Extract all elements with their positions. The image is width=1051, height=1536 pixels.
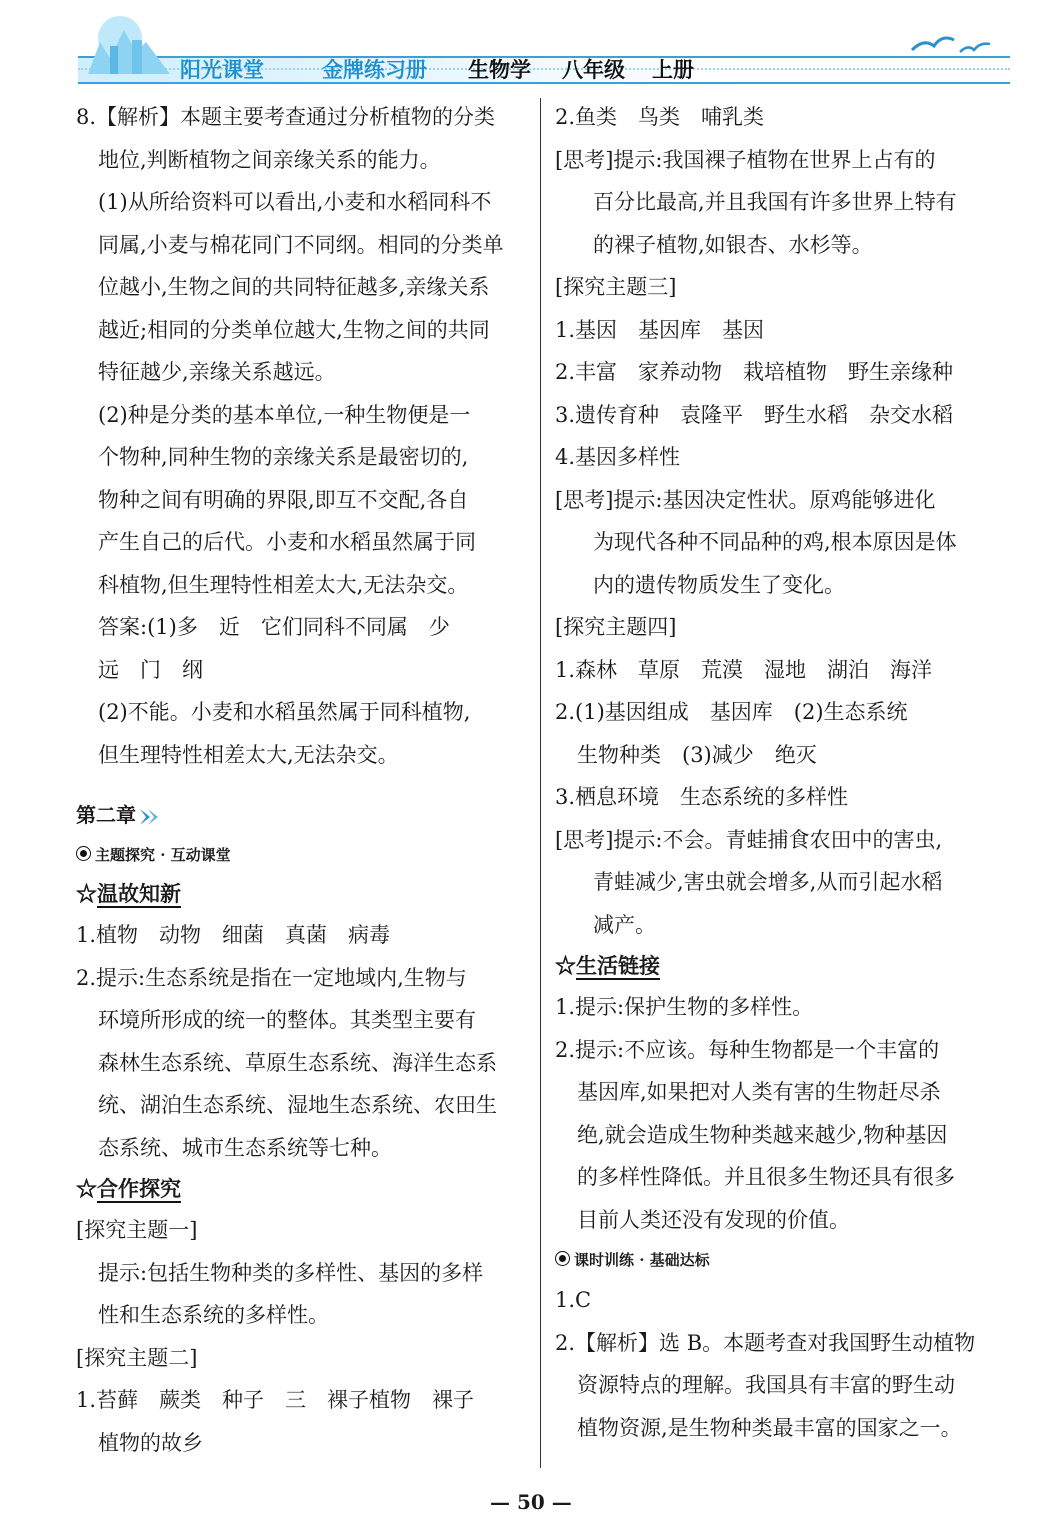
answer-line: 但生理特性相差太大,无法杂交。	[98, 742, 399, 767]
life-line: 的多样性降低。并且很多生物还具有很多	[577, 1165, 955, 1189]
subsection-heading: ☆合作探究	[76, 1176, 181, 1201]
q8-line: 个物种,同种生物的亲缘关系是最密切的,	[98, 445, 469, 469]
subsection-heading: ☆温故知新	[76, 881, 181, 906]
q8-line: 同属,小麦与棉花同门不同纲。相同的分类单	[98, 232, 504, 257]
life-line: 1.提示:保护生物的多样性。	[555, 995, 814, 1019]
series-name: 金牌练习册	[322, 58, 427, 82]
topic-line: 1.基因 基因库 基因	[555, 317, 765, 342]
life-line: 基因库,如果把对人类有害的生物赶尽杀	[577, 1080, 941, 1104]
volume: 上册	[652, 57, 694, 82]
section-heading: 课时训练 · 基础达标	[555, 1241, 1020, 1279]
left-column	[76, 96, 546, 1464]
drill-line: 资源特点的理解。我国具有丰富的野生动	[577, 1373, 955, 1397]
topic-line: 1.森林 草原 荒漠 湿地 湖泊 海洋	[555, 657, 933, 682]
subject: 生物学	[468, 57, 531, 82]
q8-line: 越近;相同的分类单位越大,生物之间的共同	[98, 317, 490, 342]
topic-line: [思考]提示:我国裸子植物在世界上占有的	[555, 147, 936, 172]
drill-line: 植物资源,是生物种类最丰富的国家之一。	[577, 1415, 962, 1440]
review-line: 1.植物 动物 细菌 真菌 病毒	[76, 923, 391, 947]
topic-line: 2.(1)基因组成 基因库 (2)生态系统	[555, 700, 908, 724]
page-number: — 50 —	[490, 1490, 572, 1514]
q8-line: (2)种是分类的基本单位,一种生物便是一	[98, 402, 471, 427]
grade: 八年级	[562, 57, 625, 82]
topic-line: 4.基因多样性	[555, 445, 681, 469]
topic-line: 生物种类 (3)减少 绝灭	[577, 742, 817, 767]
drill-line: 1.C	[555, 1288, 592, 1312]
page-header	[70, 38, 1010, 84]
topic-line: 内的遗传物质发生了变化。	[593, 572, 845, 597]
topic-heading: [探究主题二]	[76, 1345, 198, 1370]
q8-line: 特征越少,亲缘关系越远。	[98, 360, 336, 384]
star-icon: ☆	[76, 881, 97, 906]
q8-line: 产生自己的后代。小麦和水稻虽然属于同	[98, 530, 476, 554]
review-line: 2.提示:生态系统是指在一定地域内,生物与	[76, 965, 467, 990]
topic-line: 2.丰富 家养动物 栽培植物 野生亲缘种	[555, 360, 954, 384]
answer-line: (2)不能。小麦和水稻虽然属于同科植物,	[98, 700, 471, 724]
topic-line: 性和生态系统的多样性。	[98, 1303, 329, 1327]
topic-heading: [探究主题三]	[555, 275, 677, 299]
topic-line: [思考]提示:不会。青蛙捕食农田中的害虫,	[555, 827, 943, 852]
q8-line: 8.【解析】本题主要考查通过分析植物的分类	[76, 105, 496, 129]
drill-line: 2.【解析】选 B。本题考查对我国野生动植物	[555, 1330, 976, 1355]
section-icon	[76, 846, 91, 861]
star-icon: ☆	[555, 953, 576, 978]
q8-line: 科植物,但生理特性相差太大,无法杂交。	[98, 572, 469, 597]
topic-line: 提示:包括生物种类的多样性、基因的多样	[98, 1260, 484, 1285]
chapter-title	[76, 794, 546, 836]
review-line: 统、湖泊生态系统、湿地生态系统、农田生	[98, 1093, 497, 1117]
topic-line: [思考]提示:基因决定性状。原鸡能够进化	[555, 487, 936, 512]
right-column	[555, 96, 1020, 1449]
review-line: 环境所形成的统一的整体。其类型主要有	[98, 1008, 476, 1032]
birds-icon	[910, 30, 1000, 60]
life-line: 2.提示:不应该。每种生物都是一个丰富的	[555, 1037, 940, 1062]
topic-heading: [探究主题四]	[555, 615, 677, 639]
answer-line: 答案:(1)多 近 它们同科不同属 少	[98, 615, 450, 639]
q8-line: 物种之间有明确的界限,即互不交配,各自	[98, 487, 469, 512]
topic-line: 1.苔藓 蕨类 种子 三 裸子植物 裸子	[76, 1388, 475, 1412]
subsection-heading: ☆生活链接	[555, 953, 660, 978]
topic-line: 为现代各种不同品种的鸡,根本原因是体	[593, 530, 957, 554]
topic-line: 2.鱼类 鸟类 哺乳类	[555, 105, 765, 129]
topic-line: 减产。	[593, 912, 656, 937]
q8-line: 位越小,生物之间的共同特征越多,亲缘关系	[98, 275, 490, 299]
section-heading: 主题探究 · 互动课堂	[76, 836, 546, 874]
answer-line: 远 门 纲	[98, 657, 203, 682]
topic-heading: [探究主题一]	[76, 1218, 198, 1242]
section-icon	[555, 1251, 570, 1266]
life-line: 目前人类还没有发现的价值。	[577, 1207, 850, 1232]
brand-logo-icon	[80, 12, 176, 78]
topic-line: 3.遗传育种 袁隆平 野生水稻 杂交水稻	[555, 402, 954, 427]
review-line: 态系统、城市生态系统等七种。	[98, 1135, 392, 1160]
topic-line: 3.栖息环境 生态系统的多样性	[555, 785, 849, 809]
q8-line: (1)从所给资料可以看出,小麦和水稻同科不	[98, 190, 492, 214]
chapter-label: 第二章	[76, 803, 136, 827]
chevron-right-icon	[138, 807, 160, 827]
topic-line: 的裸子植物,如银杏、水杉等。	[593, 232, 873, 257]
brand-name: 阳光课堂	[180, 58, 264, 82]
q8-line: 地位,判断植物之间亲缘关系的能力。	[98, 147, 441, 172]
star-icon: ☆	[76, 1176, 97, 1201]
topic-line: 青蛙减少,害虫就会增多,从而引起水稻	[593, 870, 943, 894]
topic-line: 植物的故乡	[98, 1430, 203, 1455]
review-line: 森林生态系统、草原生态系统、海洋生态系	[98, 1050, 497, 1075]
life-line: 绝,就会造成生物种类越来越少,物种基因	[577, 1122, 948, 1147]
topic-line: 百分比最高,并且我国有许多世界上特有	[593, 190, 957, 214]
